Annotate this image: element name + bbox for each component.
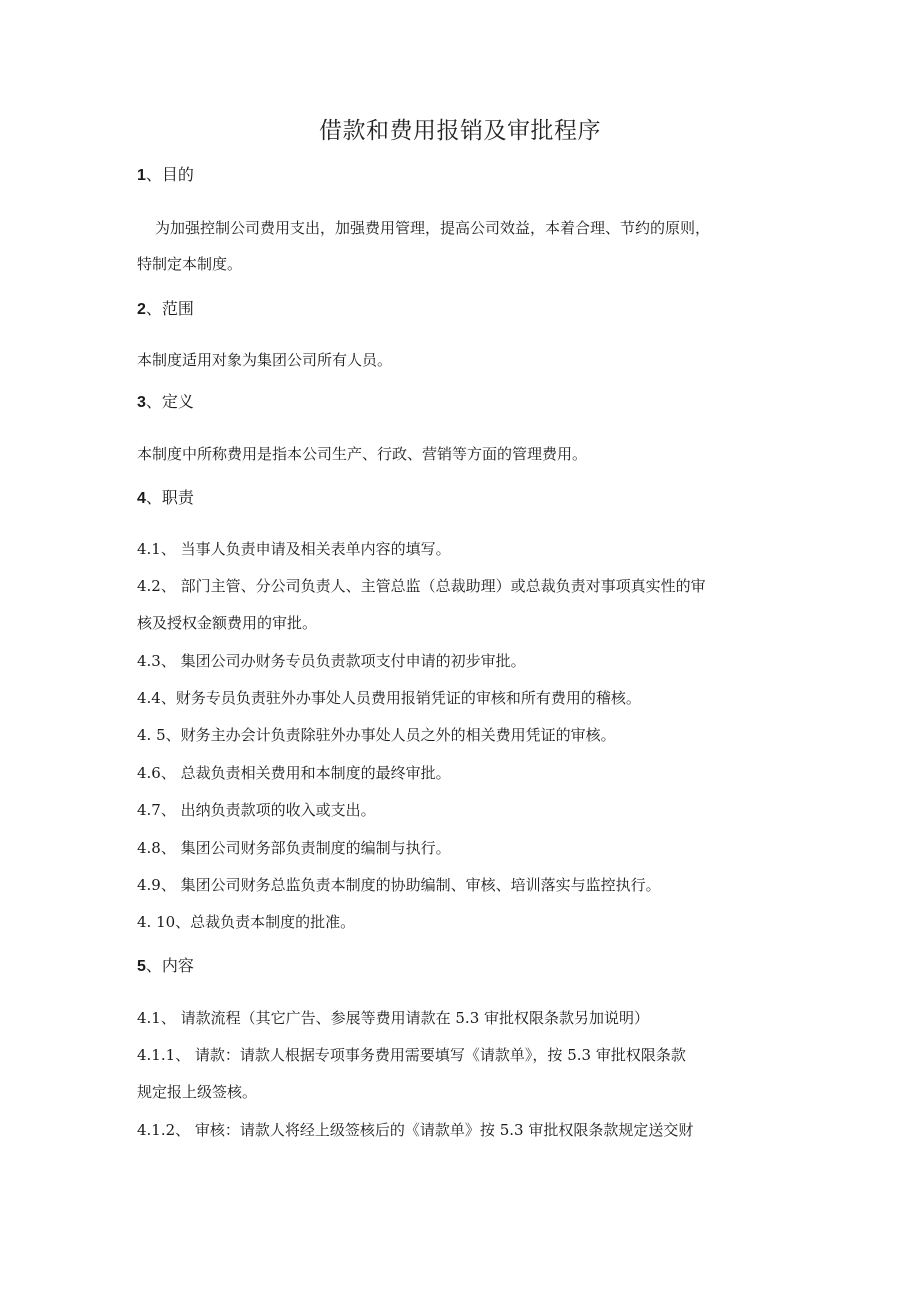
section-heading-purpose bbox=[137, 162, 194, 185]
section-heading-content bbox=[137, 953, 194, 976]
responsibility-item-continued: 核及授权金额费用的审批。 bbox=[137, 614, 318, 632]
section-label: 、职责 bbox=[145, 488, 194, 507]
responsibility-item: 4.3、 集团公司办财务专员负责款项支付申请的初步审批。 bbox=[137, 652, 526, 670]
section-label: 、定义 bbox=[145, 392, 194, 411]
section-heading-definition bbox=[137, 389, 194, 412]
section-heading-responsibilities bbox=[137, 485, 194, 508]
section-number: 2 bbox=[137, 301, 146, 318]
section-number: 1 bbox=[137, 167, 146, 184]
definition-line: 本制度中所称费用是指本公司生产、行政、营销等方面的管理费用。 bbox=[137, 445, 588, 463]
content-item: 4.1.1、 请款：请款人根据专项事务费用需要填写《请款单》，按 5.3 审批权限条款 bbox=[137, 1046, 686, 1064]
section-label: 、范围 bbox=[145, 299, 194, 318]
section-heading-scope bbox=[137, 296, 194, 319]
scope-line: 本制度适用对象为集团公司所有人员。 bbox=[137, 351, 393, 369]
purpose-line-1: 为加强控制公司费用支出，加强费用管理，提高公司效益，本着合理、节约的原则， bbox=[155, 219, 711, 237]
responsibility-item: 4.4、财务专员负责驻外办事处人员费用报销凭证的审核和所有费用的稽核。 bbox=[137, 689, 641, 707]
section-label: 、目的 bbox=[145, 165, 194, 184]
responsibility-item: 4. 5、财务主办会计负责除驻外办事处人员之外的相关费用凭证的审核。 bbox=[137, 726, 616, 744]
responsibility-item: 4. 10、总裁负责本制度的批准。 bbox=[137, 913, 356, 931]
responsibility-item: 4.8、 集团公司财务部负责制度的编制与执行。 bbox=[137, 839, 451, 857]
purpose-line-2: 特制定本制度。 bbox=[137, 255, 243, 273]
responsibility-item: 4.2、 部门主管、分公司负责人、主管总监（总裁助理）或总裁负责对事项真实性的审 bbox=[137, 577, 706, 595]
responsibility-item: 4.1、 当事人负责申请及相关表单内容的填写。 bbox=[137, 540, 451, 558]
section-number: 5 bbox=[137, 958, 146, 975]
content-item-continued: 规定报上级签核。 bbox=[137, 1083, 258, 1101]
document-title: 借款和费用报销及审批程序 bbox=[319, 118, 601, 144]
responsibility-item: 4.9、 集团公司财务总监负责本制度的协助编制、审核、培训落实与监控执行。 bbox=[137, 876, 661, 894]
content-item: 4.1、 请款流程（其它广告、参展等费用请款在 5.3 审批权限条款另加说明） bbox=[137, 1009, 650, 1027]
content-item: 4.1.2、 审核：请款人将经上级签核后的《请款单》按 5.3 审批权限条款规定送交财 bbox=[137, 1121, 694, 1139]
section-label: 、内容 bbox=[145, 956, 194, 975]
responsibility-item: 4.6、 总裁负责相关费用和本制度的最终审批。 bbox=[137, 764, 451, 782]
section-number: 3 bbox=[137, 394, 146, 411]
responsibility-item: 4.7、 出纳负责款项的收入或支出。 bbox=[137, 801, 376, 819]
section-number: 4 bbox=[137, 490, 146, 507]
